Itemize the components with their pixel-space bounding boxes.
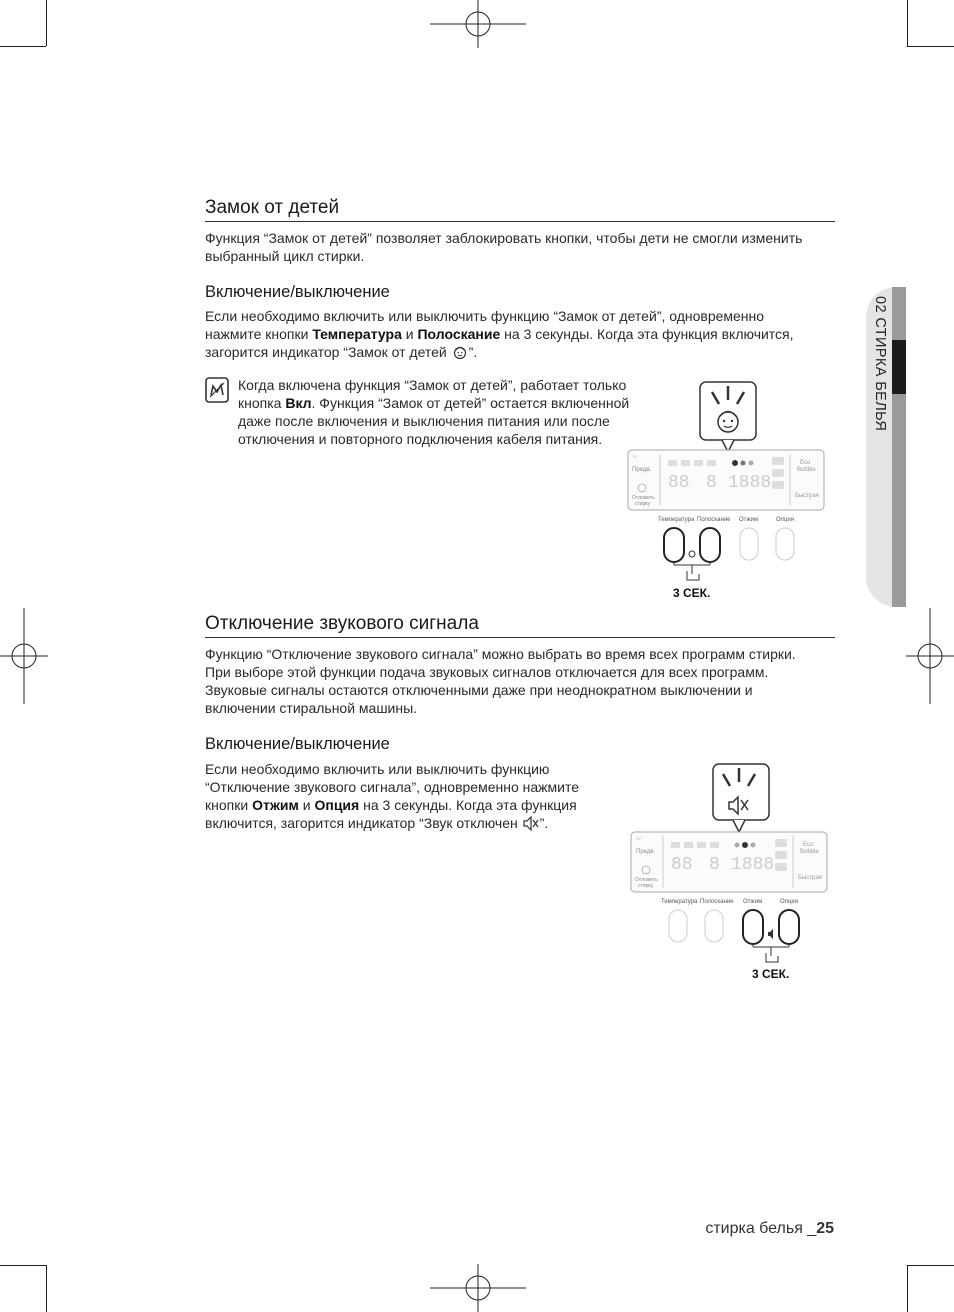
text-run: Если необходимо включить или выключить функцию “Отключение звукового сигнала”, одновременно нажмите кнопки [205, 761, 580, 813]
section-title-child-lock: Замок от детей [205, 196, 835, 222]
child-lock-instructions [205, 307, 815, 361]
sound-off-subtitle: Включение/выключение [205, 735, 390, 753]
bold-term-power: Вкл [285, 395, 312, 411]
panel-label-temperature: Температура [658, 517, 695, 523]
display-digits: 1888 [731, 855, 775, 875]
text-run: и [401, 326, 418, 342]
panel-label-option: Опция [780, 899, 798, 905]
panel-label-delay: Отложить [635, 877, 658, 883]
crop-mark [907, 1265, 954, 1266]
crop-mark [907, 1265, 908, 1312]
panel-label-quick: Быстрая [795, 493, 819, 499]
chapter-tab-marker [892, 340, 906, 394]
panel-label-eco: Eco [803, 842, 814, 848]
hold-duration-label: 3 СЕК. [752, 967, 790, 981]
chapter-tab-strip [892, 287, 906, 607]
text-run: на 3 секунды. Когда эта функция включится, загорится индикатор “Звук отключен [205, 797, 577, 831]
footer-text: стирка белья _ [705, 1220, 817, 1237]
panel-label-quick: Быстрая [798, 875, 822, 881]
bold-term-spin: Отжим [252, 797, 299, 813]
registration-mark-right [904, 606, 954, 706]
crop-mark [907, 0, 908, 46]
display-digits: 8 [706, 473, 717, 493]
text-run: . Функция “Замок от детей” остается включенной даже после включения и выключения питания или после отключения и повторного подключения кабеля питания. [238, 395, 630, 447]
text-run: на 3 секунды. Когда эта функция включится, загорится индикатор “Замок от детей [205, 326, 794, 360]
section-title-sound-off: Отключение звукового сигнала [205, 612, 835, 638]
panel-label-spin: Отжим [739, 517, 759, 523]
chapter-tab-label: 02 СТИРКА БЕЛЬЯ [872, 296, 888, 432]
display-digits: 8 [709, 855, 720, 875]
bold-term-temperature: Температура [312, 326, 402, 342]
crop-mark [46, 1265, 47, 1312]
panel-label-eco: Bubble [800, 849, 819, 855]
hold-duration-label: 3 СЕК. [673, 586, 711, 600]
sound-off-intro: Функцию “Отключение звукового сигнала” можно выбрать во время всех программ стирки. При выборе этой функции подача звуковых сигналов отключается для всех программ. Звуковые сигналы остаются отключенными даже при неоднократном выключении и включении стиральной машины. [205, 646, 796, 716]
registration-mark-left [0, 606, 50, 706]
page-number: 25 [816, 1220, 834, 1237]
child-lock-note [238, 376, 630, 448]
control-panel-diagram-child-lock [620, 378, 835, 603]
display-digits: 88 [668, 473, 690, 493]
panel-label-rinse: Полоскание [700, 899, 734, 905]
text-run: Если необходимо включить или выключить функцию “Замок от детей”, одновременно нажмите кнопки [205, 308, 765, 342]
page-footer [705, 1220, 834, 1238]
svg-text:⌵: ⌵ [636, 835, 642, 842]
panel-label-temperature: Температура [661, 899, 698, 905]
child-lock-subtitle: Включение/выключение [205, 283, 390, 301]
panel-label-eco: Bubble [797, 467, 816, 473]
crop-mark [46, 0, 47, 46]
display-digits: 88 [671, 855, 693, 875]
crop-mark [0, 1265, 46, 1266]
crop-mark [907, 46, 954, 47]
svg-text:⌵: ⌵ [632, 453, 638, 460]
registration-mark-top [428, 0, 528, 50]
child-lock-intro: Функция “Замок от детей” позволяет заблокировать кнопки, чтобы дети не смогли изменить выбранный цикл стирки. [205, 230, 803, 264]
registration-mark-bottom [428, 1264, 528, 1312]
panel-label-delay: стирку [635, 501, 651, 507]
text-run: ”. [468, 344, 478, 360]
display-digits: 1888 [728, 473, 772, 493]
note-icon [205, 377, 229, 403]
sound-off-instructions [205, 760, 615, 832]
panel-label-delay: Отложить [632, 495, 655, 501]
crop-mark [0, 46, 46, 47]
panel-label-prewash: Предв. [636, 849, 656, 855]
panel-label-option: Опция [776, 517, 794, 523]
panel-label-eco: Eco [800, 460, 811, 466]
sound-off-icon [522, 816, 540, 831]
child-lock-icon [451, 344, 469, 360]
panel-label-rinse: Полоскание [697, 517, 731, 523]
text-run: Когда включена функция “Замок от детей”, работает только кнопка [238, 377, 627, 411]
bold-term-rinse: Полоскание [417, 326, 501, 342]
bold-term-option: Опция [314, 797, 360, 813]
text-run: и [298, 797, 315, 813]
panel-label-delay: стирку [638, 883, 654, 889]
control-panel-diagram-sound-off [625, 760, 835, 965]
panel-label-prewash: Предв. [632, 467, 652, 473]
text-run: ”. [539, 815, 549, 831]
panel-label-spin: Отжим [743, 899, 763, 905]
